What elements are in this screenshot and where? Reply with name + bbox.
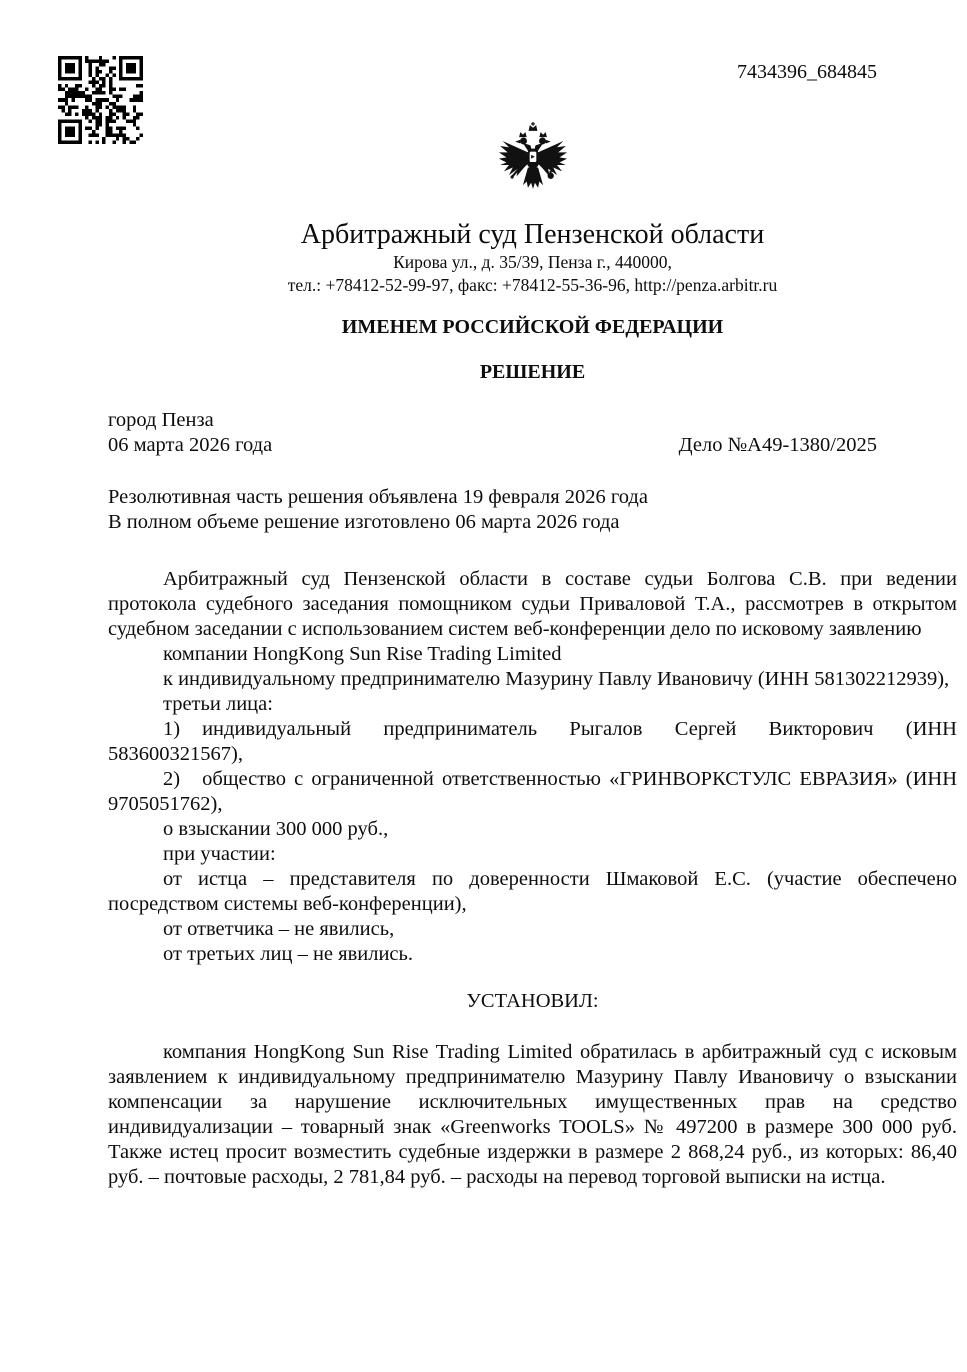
court-composition-paragraph: Арбитражный суд Пензенской области в составе судьи Болгова С.В. при ведении протокола судебного заседания помощником судьи Приваловой Т.А., рассмотрев в открытом судебном заседании с использованием систем веб-конференции дело по исковому заявлению (108, 568, 957, 640)
claimant-line: компании HongKong Sun Rise Trading Limited (163, 643, 562, 665)
resolutive-block (108, 485, 957, 535)
third-party-1-marker: 1) (163, 718, 181, 740)
established-heading: УСТАНОВИЛ: (466, 990, 599, 1012)
attendance-label: при участии: (163, 843, 276, 865)
case-number: Дело №А49-1380/2025 (678, 434, 877, 456)
third-party-2-marker: 2) (163, 768, 181, 790)
third-party-1-text: индивидуальный предприниматель Рыгалов Сергей Викторович (ИНН 583600321567), (108, 718, 957, 765)
case-meta (108, 408, 957, 458)
third-parties-label: третьи лица: (163, 693, 273, 715)
court-address: Кирова ул., д. 35/39, Пенза г., 440000, (393, 252, 672, 272)
operative-announced-line: Резолютивная часть решения объявлена 19 февраля 2026 года (108, 486, 648, 508)
intro-block (108, 567, 957, 967)
third-party-1-paragraph (108, 717, 957, 767)
qr-code (58, 56, 143, 144)
defendant-paragraph: к индивидуальному предпринимателю Мазурину Павлу Ивановичу (ИНН 581302212939), (163, 668, 950, 690)
document-id-number: 7434396_684845 (737, 61, 877, 83)
claim-description-paragraph: компания HongKong Sun Rise Trading Limited обратилась в арбитражный суд с исковым заявлением к индивидуальному предпринимателю Мазурину Павлу Ивановичу о взыскании компенсации за нарушение исключительных имущественных прав на средство индивидуализации – товарный знак «Greenworks TOOLS» № 497200 в размере 300 000 руб. Также истец просит возместить судебные издержки в размере 2 868,24 руб., из которых: 86,40 руб. – почтовые расходы, 2 781,84 руб. – расходы на перевод торговой выписки на истца. (108, 1041, 957, 1188)
from-claimant-paragraph: от истца – представителя по доверенности Шмаковой Е.С. (участие обеспечено посредством системы веб-конференции), (108, 868, 957, 915)
city-line: город Пенза (108, 409, 214, 431)
established-block (108, 1040, 957, 1190)
court-name: Арбитражный суд Пензенской области (300, 219, 765, 250)
date-row (108, 433, 957, 458)
third-party-2-paragraph (108, 767, 957, 817)
in-the-name-heading: ИМЕНЕМ РОССИЙСКОЙ ФЕДЕРАЦИИ (341, 316, 724, 338)
court-contacts: тел.: +78412-52-99-97, факс: +78412-55-36-96, http://penza.arbitr.ru (287, 275, 778, 295)
from-third-parties-line: от третьих лиц – не явились. (163, 943, 413, 965)
decision-heading: РЕШЕНИЕ (479, 361, 586, 383)
qr-code-canvas (58, 56, 143, 144)
decision-date: 06 марта 2026 года (108, 434, 273, 456)
from-defendant-line: от ответчика – не явились, (163, 918, 395, 940)
claim-amount-line: о взыскании 300 000 руб., (163, 818, 389, 840)
third-party-2-text: общество с ограниченной ответственностью «ГРИНВОРКСТУЛС ЕВРАЗИЯ» (ИНН 9705051762), (108, 768, 957, 815)
russian-coat-of-arms-icon (108, 122, 957, 208)
full-text-made-line: В полном объеме решение изготовлено 06 марта 2026 года (108, 511, 620, 533)
